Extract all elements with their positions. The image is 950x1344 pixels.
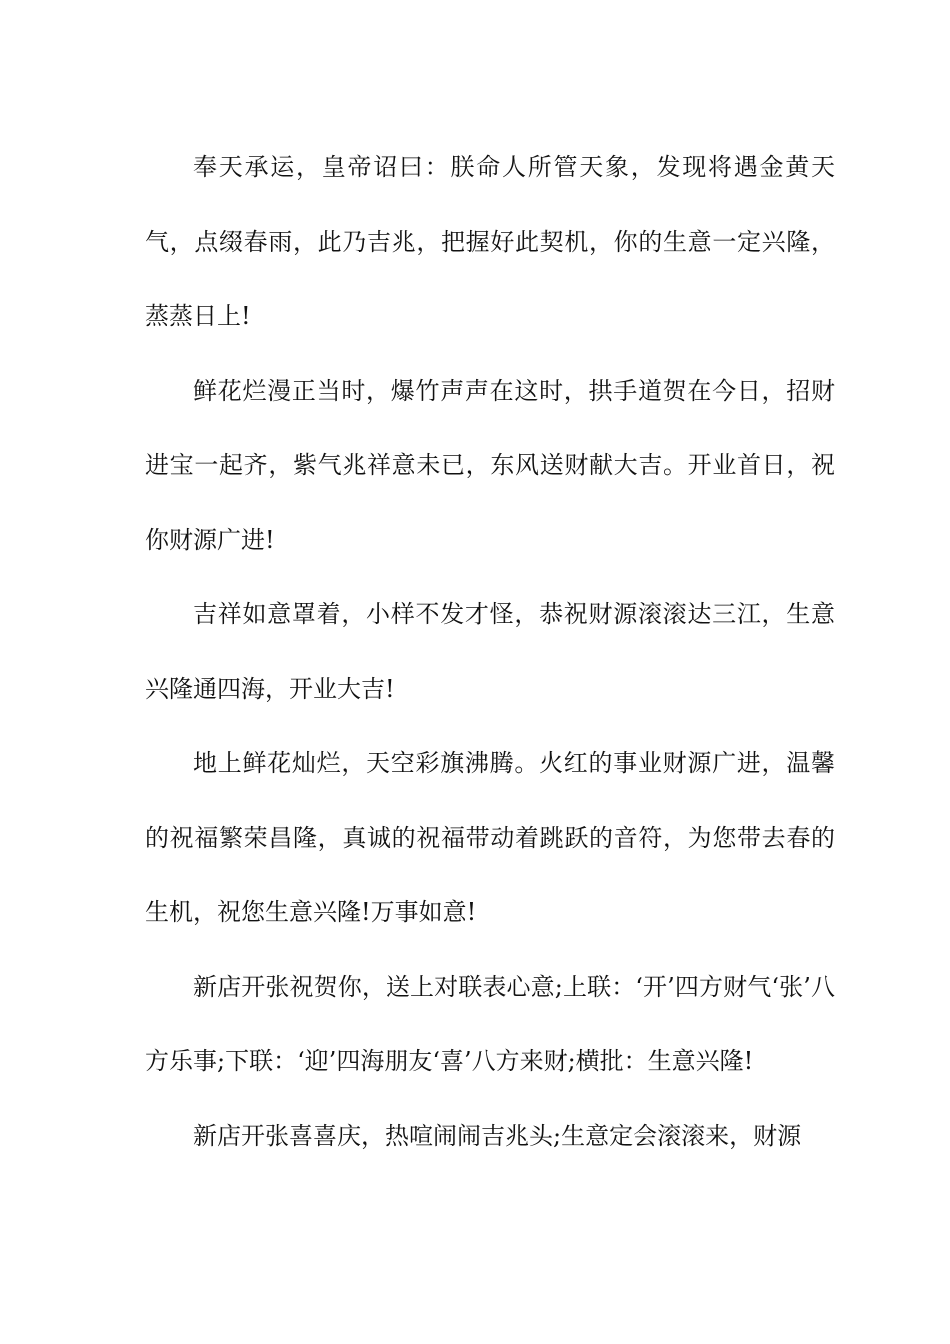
- paragraph-2: 鲜花烂漫正当时，爆竹声声在这时，拱手道贺在今日，招财进宝一起齐，紫气兆祥意未已，东风送财献大吉。开业首日，祝你财源广进!: [145, 376, 835, 554]
- paragraph-3: 吉祥如意罩着，小样不发才怪，恭祝财源滚滚达三江，生意兴隆通四海，开业大吉!: [145, 600, 835, 703]
- paragraph-4: 地上鲜花灿烂，天空彩旗沸腾。火红的事业财源广进，温馨的祝福繁荣昌隆，真诚的祝福带动着跳跃的音符，为您带去春的生机，祝您生意兴隆!万事如意!: [145, 749, 835, 926]
- document-body: [145, 130, 835, 1173]
- paragraph-5: 新店开张祝贺你，送上对联表心意;上联：‘开’四方财气‘张’八方乐事;下联：‘迎’四海朋友‘喜’八方来财;横批：生意兴隆!: [145, 972, 835, 1075]
- paragraph-1: 奉天承运，皇帝诏曰：朕命人所管天象，发现将遇金黄天气，点缀春雨，此乃吉兆，把握好此契机，你的生意一定兴隆，蒸蒸日上!: [145, 153, 835, 330]
- paragraph-6: 新店开张喜喜庆，热喧闹闹吉兆头;生意定会滚滚来，财源: [193, 1121, 802, 1150]
